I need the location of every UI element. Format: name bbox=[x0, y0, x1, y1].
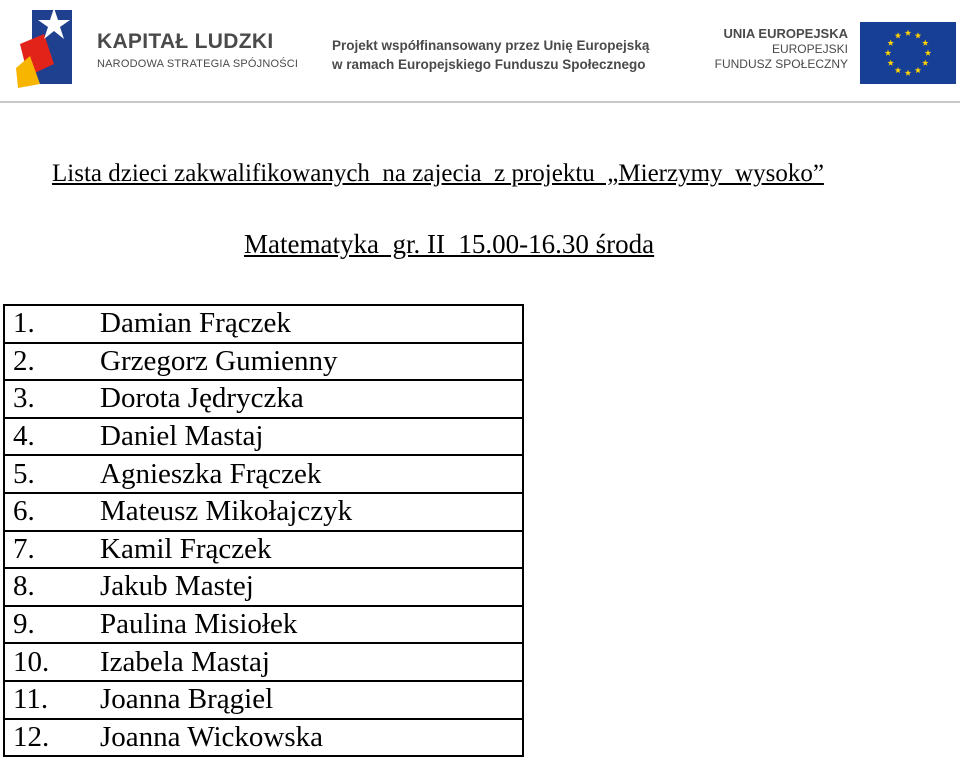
eu-flag-icon bbox=[860, 22, 956, 84]
child-name: Dorota Jędryczka bbox=[88, 380, 523, 418]
project-funding-note bbox=[332, 36, 649, 74]
table-row bbox=[4, 568, 523, 606]
row-number: 12. bbox=[4, 719, 88, 757]
table-row bbox=[4, 606, 523, 644]
kapital-ludzki-subtitle: NARODOWA STRATEGIA SPÓJNOŚCI bbox=[97, 58, 299, 70]
eu-line-3: FUNDUSZ SPOŁECZNY bbox=[714, 57, 848, 71]
eu-line-2: EUROPEJSKI bbox=[771, 42, 848, 56]
table-row bbox=[4, 305, 523, 343]
document-subtitle: Matematyka gr. II 15.00-16.30 środa bbox=[244, 229, 655, 259]
children-list-table bbox=[3, 304, 524, 757]
table-row bbox=[4, 643, 523, 681]
row-number: 2. bbox=[4, 343, 88, 381]
row-number: 8. bbox=[4, 568, 88, 606]
child-name: Paulina Misiołek bbox=[88, 606, 523, 644]
row-number: 9. bbox=[4, 606, 88, 644]
row-number: 4. bbox=[4, 418, 88, 456]
row-number: 7. bbox=[4, 531, 88, 569]
eu-fund-label bbox=[715, 26, 848, 72]
table-row bbox=[4, 418, 523, 456]
child-name: Mateusz Mikołajczyk bbox=[88, 493, 523, 531]
row-number: 10. bbox=[4, 643, 88, 681]
table-row bbox=[4, 493, 523, 531]
document-title: Lista dzieci zakwalifikowanych na zajecia z projektu „Mierzymy wysoko” bbox=[52, 160, 824, 187]
header-banner bbox=[0, 0, 960, 104]
table-row bbox=[4, 343, 523, 381]
row-number: 1. bbox=[4, 305, 88, 343]
child-name: Damian Frączek bbox=[88, 305, 523, 343]
kapital-ludzki-logo-icon bbox=[14, 4, 80, 92]
kapital-ludzki-title: KAPITAŁ LUDZKI bbox=[97, 30, 274, 53]
child-name: Grzegorz Gumienny bbox=[88, 343, 523, 381]
table-row bbox=[4, 455, 523, 493]
child-name: Kamil Frączek bbox=[88, 531, 523, 569]
project-line-2: w ramach Europejskiego Funduszu Społecznego bbox=[332, 57, 646, 72]
eu-line-1: UNIA EUROPEJSKA bbox=[723, 26, 848, 41]
child-name: Agnieszka Frączek bbox=[88, 455, 523, 493]
row-number: 3. bbox=[4, 380, 88, 418]
row-number: 5. bbox=[4, 455, 88, 493]
header-divider bbox=[0, 101, 960, 103]
table-row bbox=[4, 719, 523, 757]
child-name: Daniel Mastaj bbox=[88, 418, 523, 456]
child-name: Izabela Mastaj bbox=[88, 643, 523, 681]
row-number: 11. bbox=[4, 681, 88, 719]
child-name: Joanna Brągiel bbox=[88, 681, 523, 719]
table-row bbox=[4, 681, 523, 719]
project-line-1: Projekt współfinansowany przez Unię Europejską bbox=[332, 38, 650, 53]
table-row bbox=[4, 380, 523, 418]
table-row bbox=[4, 531, 523, 569]
row-number: 6. bbox=[4, 493, 88, 531]
child-name: Jakub Mastej bbox=[88, 568, 523, 606]
child-name: Joanna Wickowska bbox=[88, 719, 523, 757]
